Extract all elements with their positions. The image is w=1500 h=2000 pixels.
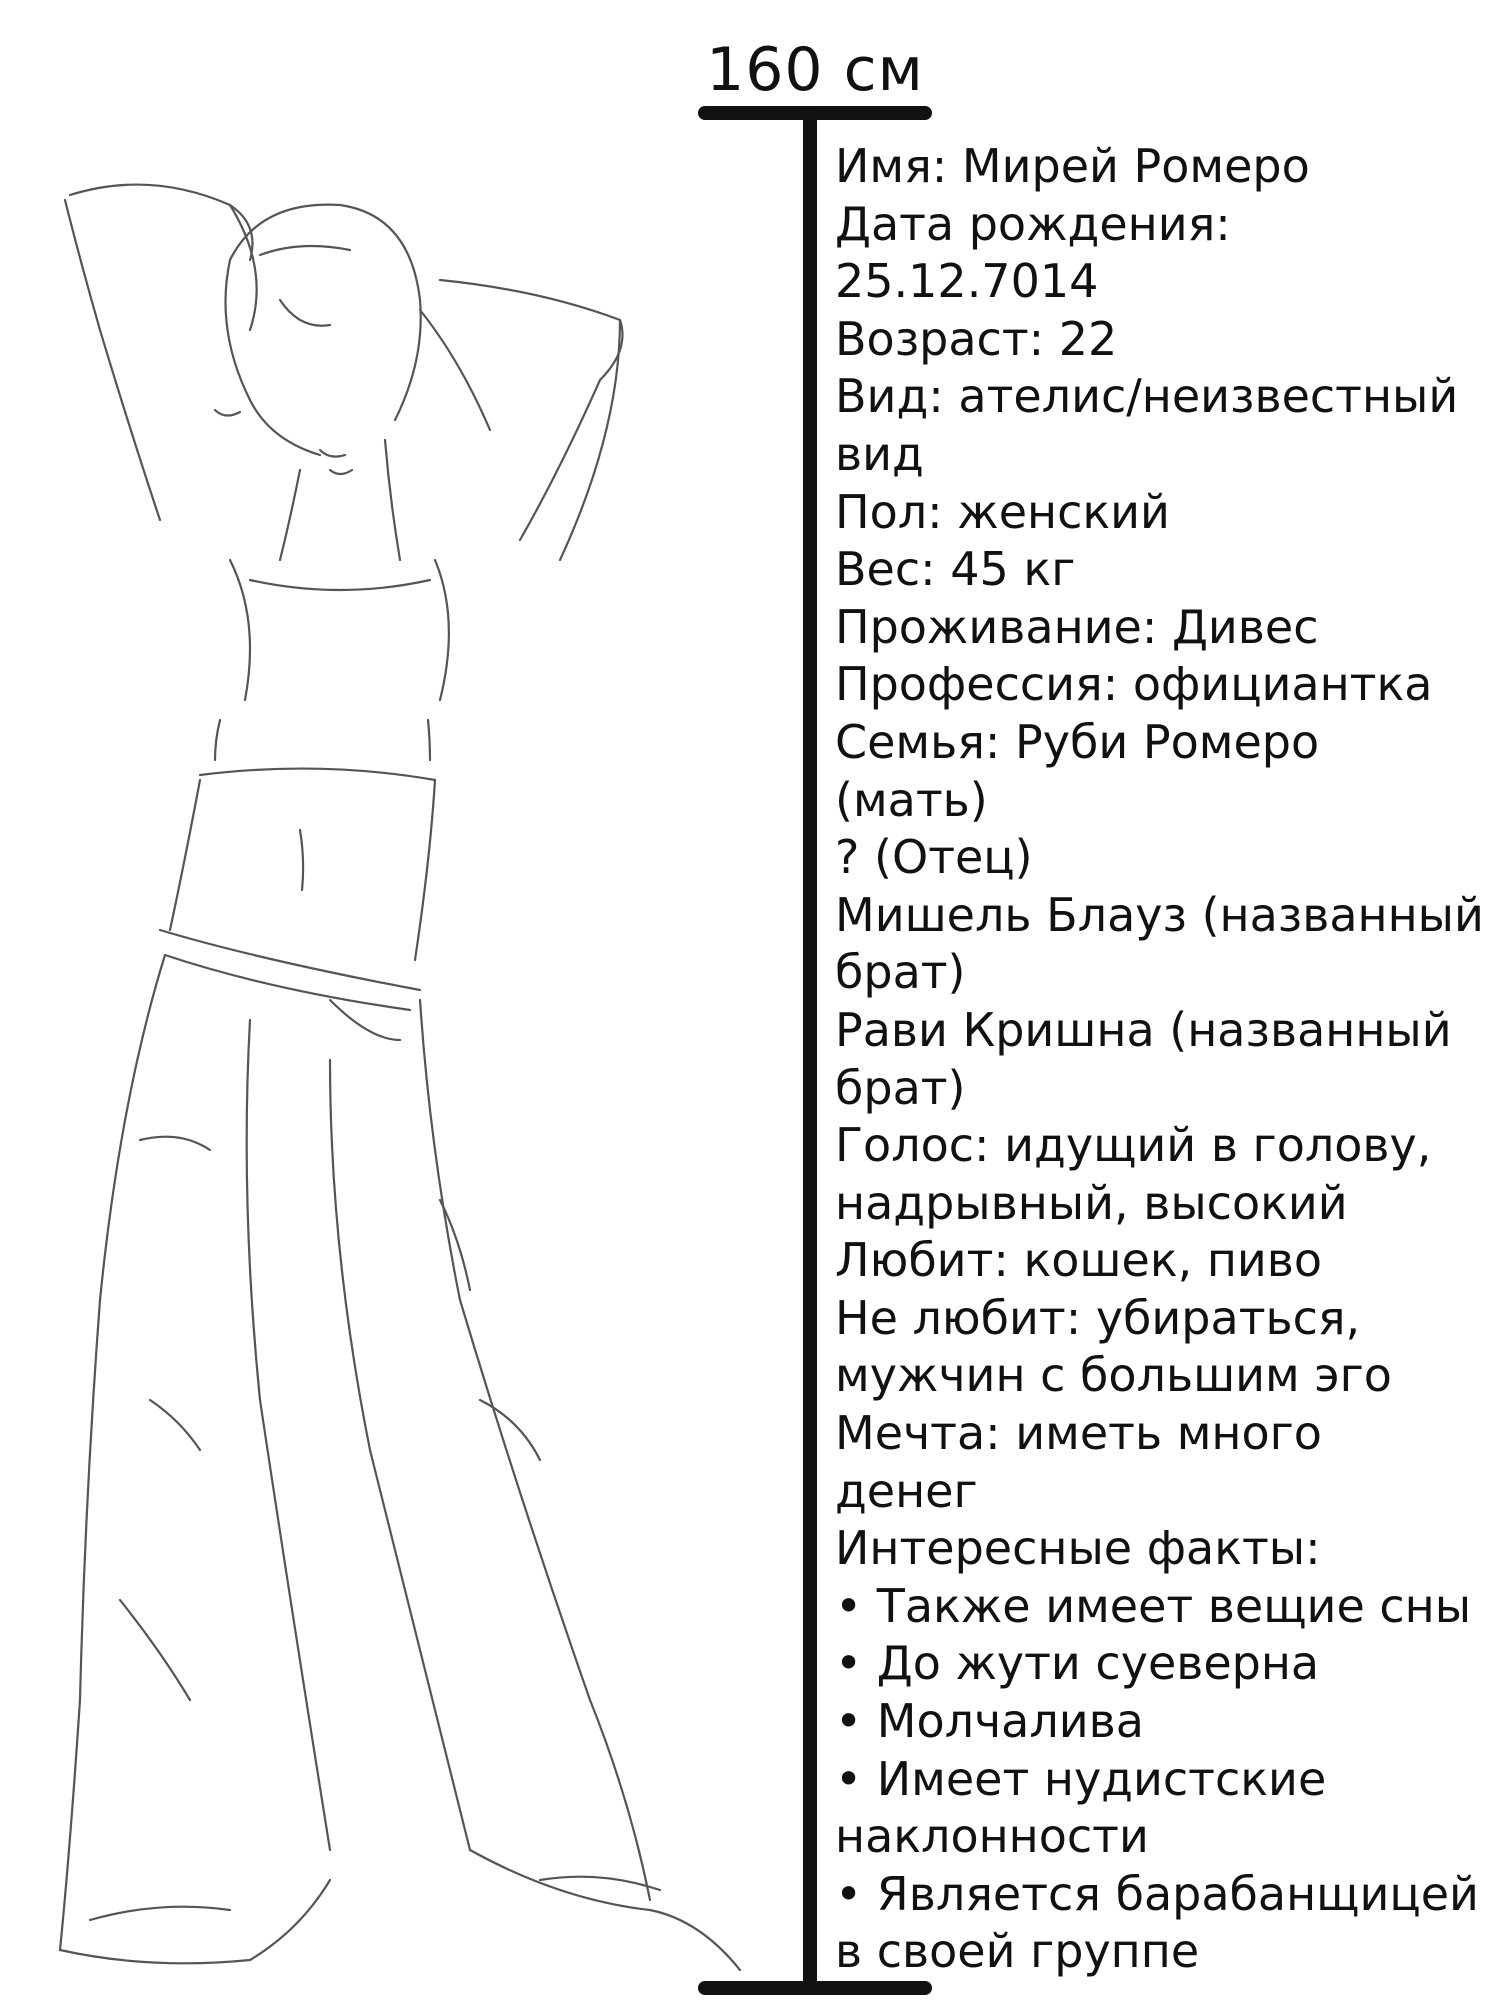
info-line: брат) <box>835 1060 966 1115</box>
info-line: Проживание: Дивес <box>835 599 1319 654</box>
info-line: наклонности <box>835 1809 1149 1864</box>
info-line: Возраст: 22 <box>835 311 1118 366</box>
info-line: Не любит: убираться, <box>835 1290 1361 1345</box>
info-line: Интересные факты: <box>835 1521 1321 1576</box>
info-line: (мать) <box>835 772 988 827</box>
info-line: Дата рождения: <box>835 196 1231 251</box>
info-line: • Является барабанщицей <box>835 1866 1479 1921</box>
info-line: 25.12.7014 <box>835 254 1099 309</box>
info-line: брат) <box>835 945 966 1000</box>
info-line: надрывный, высокий <box>835 1175 1348 1230</box>
info-line: • Также имеет вещие сны <box>835 1578 1472 1633</box>
info-line: Вид: ателис/неизвестный <box>835 369 1459 424</box>
info-line: денег <box>835 1463 978 1518</box>
info-line: Имя: Мирей Ромеро <box>835 139 1310 193</box>
info-line: • Имеет нудистские <box>835 1751 1327 1806</box>
info-line: Мишель Блауз (названный <box>835 887 1484 942</box>
info-line: в своей группе <box>835 1924 1200 1979</box>
info-line: Рави Кришна (названный <box>835 1002 1452 1057</box>
info-line: Пол: женский <box>835 484 1170 539</box>
info-line: • Молчалива <box>835 1694 1144 1749</box>
info-line: • До жути суеверна <box>835 1636 1320 1691</box>
info-line: мужчин с большим эго <box>835 1348 1392 1403</box>
info-line: вид <box>835 426 924 481</box>
info-line: Вес: 45 кг <box>835 542 1076 597</box>
height-label: 160 см <box>706 35 924 105</box>
character-info <box>835 138 1495 1981</box>
info-line: Семья: Руби Ромеро <box>835 714 1320 769</box>
info-line: ? (Отец) <box>835 830 1033 885</box>
info-line: Профессия: официантка <box>835 657 1433 712</box>
info-line: Мечта: иметь много <box>835 1406 1322 1461</box>
info-line: Голос: идущий в голову, <box>835 1118 1432 1173</box>
info-line: Любит: кошек, пиво <box>835 1233 1323 1288</box>
